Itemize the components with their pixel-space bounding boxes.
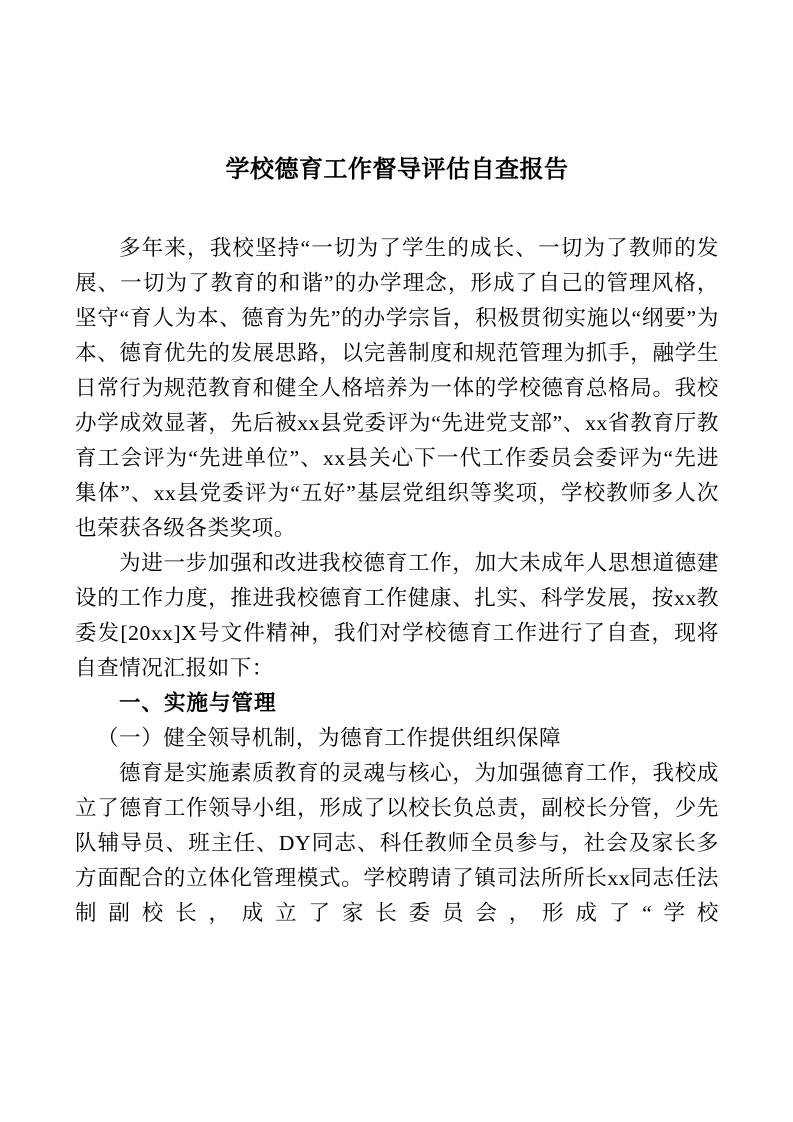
body-paragraph-2: 为进一步加强和改进我校德育工作，加大未成年人思想道德建设的工作力度，推进我校德育工作健康、扎实、科学发展，按xx教委发[20xx]X号文件精神，我们对学校德育工作进行了自查，现将自查情况汇报如下：: [75, 551, 719, 680]
body-paragraph-1: 多年来，我校坚持“一切为了学生的成长、一切为了教师的发展、一切为了教育的和谐”的办学理念，形成了自己的管理风格，坚守“育人为本、德育为先”的办学宗旨，积极贯彻实施以“纲要”为本、德育优先的发展思路，以完善制度和规范管理为抓手，融学生日常行为规范教育和健全人格培养为一体的学校德育总格局。我校办学成效显著，先后被xx县党委评为“先进党支部”、xx省教育厅教育工会评为“先进单位”、xx县关心下一代工作委员会委评为“先进集体”、xx县党委评为“五好”基层党组织等奖项，学校教师多人次也荣获各级各类奖项。: [75, 236, 719, 540]
body-paragraph-3: 德育是实施素质教育的灵魂与核心，为加强德育工作，我校成立了德育工作领导小组，形成了以校长负总责，副校长分管，少先队辅导员、班主任、DY同志、科任教师全员参与，社会及家长多方面配合的立体化管理模式。学校聘请了镇司法所所长xx同志任法制副校长，成立了家长委员会，形成了“学校: [75, 761, 719, 925]
document-body: [75, 231, 719, 931]
section-heading-1: 一、实施与管理: [119, 691, 277, 715]
section-subheading-1: （一）健全领导机制，为德育工作提供组织保障: [97, 726, 562, 750]
page-title: 学校德育工作督导评估自查报告: [225, 156, 569, 183]
